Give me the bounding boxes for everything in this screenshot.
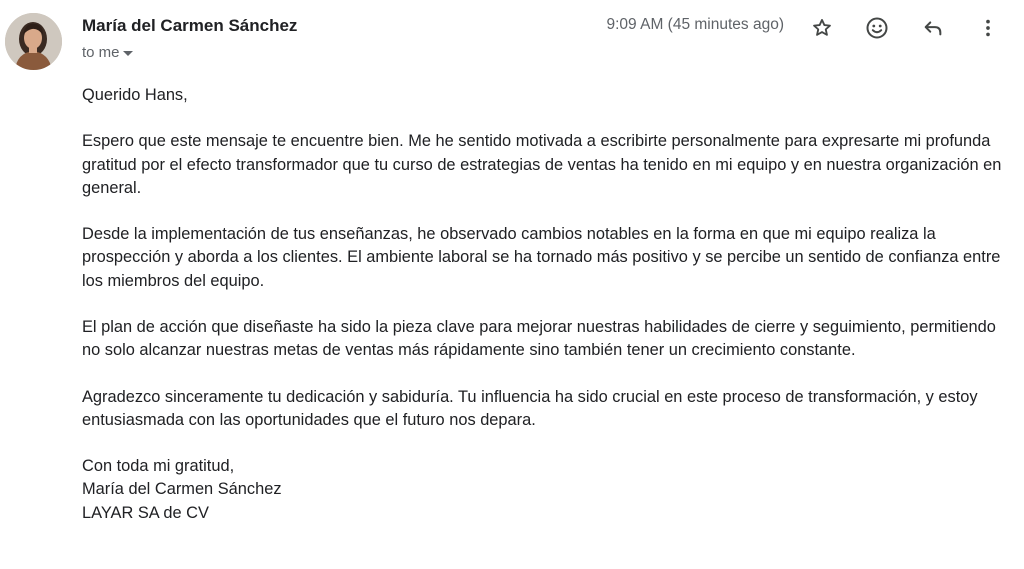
signature-block bbox=[82, 455, 1017, 525]
avatar[interactable] bbox=[5, 13, 62, 70]
body-paragraph: Espero que este mensaje te encuentre bien. Me he sentido motivada a escribirte personalmente para expresarte mi profunda gratitud por el efecto transformador que tu curso de estrategias de ventas ha tenido en mi equipo y en nuestra organización en general. bbox=[82, 132, 1002, 197]
body-paragraph: El plan de acción que diseñaste ha sido la pieza clave para mejorar nuestras habilidades de cierre y seguimiento, permitiendo no solo alcanzar nuestras metas de ventas más rápidamente sino también tener un crecimiento constante. bbox=[82, 317, 996, 360]
reply-icon[interactable] bbox=[918, 13, 948, 43]
body-paragraph: Desde la implementación de tus enseñanzas, he observado cambios notables en la forma en que mi equipo realiza la prospección y aborda a los clientes. El ambiente laboral se ha tornado más positivo y se percibe un sentido de confianza entre los miembros del equipo. bbox=[82, 225, 1001, 290]
timestamp: 9:09 AM (45 minutes ago) bbox=[606, 16, 784, 33]
closing-line: Con toda mi gratitud, bbox=[82, 457, 235, 476]
greeting: Querido Hans, bbox=[82, 86, 188, 104]
emoji-icon[interactable] bbox=[862, 13, 892, 43]
more-vert-icon[interactable] bbox=[973, 13, 1003, 43]
signature-company: LAYAR SA de CV bbox=[82, 503, 209, 522]
chevron-down-icon[interactable] bbox=[123, 51, 133, 56]
email-body bbox=[82, 84, 1017, 525]
recipient-label: to me bbox=[82, 44, 120, 61]
signature-name: María del Carmen Sánchez bbox=[82, 480, 282, 499]
recipient-details[interactable] bbox=[82, 44, 133, 61]
body-paragraph: Agradezco sinceramente tu dedicación y sabiduría. Tu influencia ha sido crucial en este proceso de transformación, y estoy entusiasmada con las oportunidades que el futuro nos depara. bbox=[82, 387, 978, 429]
star-icon[interactable] bbox=[807, 13, 837, 43]
sender-name: María del Carmen Sánchez bbox=[82, 16, 298, 35]
